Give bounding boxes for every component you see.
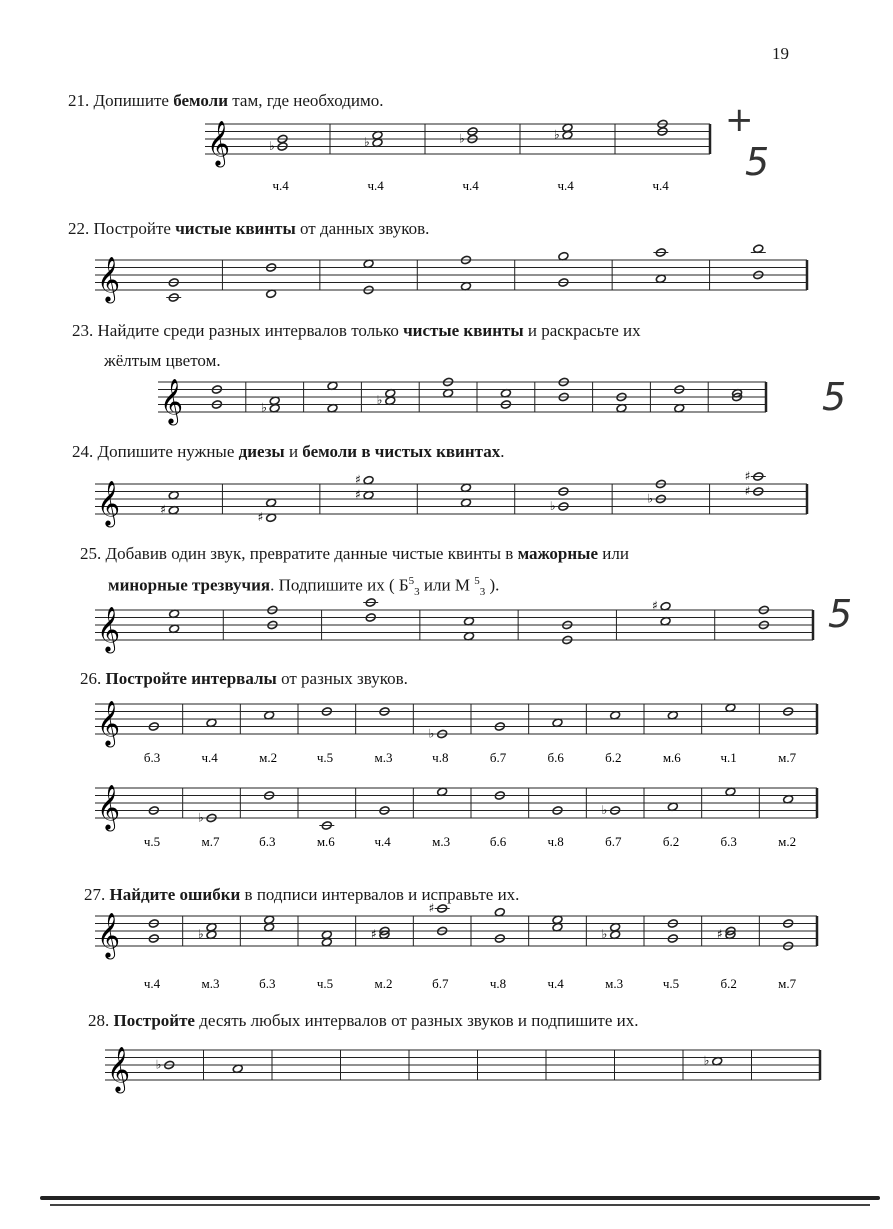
sharp-icon: ♯ <box>744 483 751 498</box>
task-number: 28. <box>88 1011 110 1030</box>
grade-23: 5 <box>822 375 847 419</box>
staff-26a <box>95 700 820 775</box>
task-number: 26. <box>80 669 102 688</box>
interval-label: ч.4 <box>143 976 161 991</box>
treble-clef: 𝄞 <box>97 701 121 746</box>
flat-icon: ♭ <box>428 726 435 741</box>
staff-23 <box>158 378 768 428</box>
interval-label: м.2 <box>778 834 797 849</box>
task-27-text <box>84 884 519 906</box>
bold-text: чистые квинты <box>403 321 524 340</box>
sharp-icon: ♯ <box>160 502 167 517</box>
sup: 5 <box>408 575 415 587</box>
staff-lines <box>95 484 807 514</box>
flat-icon: ♭ <box>376 393 383 408</box>
bottom-rule <box>40 1196 880 1200</box>
sharp-icon: ♯ <box>717 927 723 942</box>
treble-clef: 𝄞 <box>207 121 231 166</box>
flat-icon: ♭ <box>647 491 654 506</box>
sub: 3 <box>479 586 486 599</box>
text: десять любых интервалов от разных звуков и подпишите их. <box>194 1011 639 1030</box>
bold-text: бемоли в чистых квинтах <box>302 442 501 461</box>
sharp-icon: ♯ <box>371 927 377 942</box>
staff-27 <box>95 900 820 992</box>
treble-clef: 𝄞 <box>97 785 121 830</box>
text: . Подпишите их ( Б <box>270 575 409 595</box>
flat-icon: ♭ <box>198 810 204 825</box>
task-number: 21. <box>68 91 90 110</box>
interval-label: б.7 <box>605 834 622 849</box>
sub: 3 <box>414 586 420 599</box>
task-number: 22. <box>68 219 90 238</box>
sup: 5 <box>474 575 480 587</box>
task-25-text <box>80 543 800 565</box>
task-number: 23. <box>72 321 94 340</box>
interval-label: ч.8 <box>432 750 449 765</box>
flat-icon: ♭ <box>601 802 608 817</box>
interval-label: б.3 <box>259 976 276 991</box>
staff-22 <box>95 256 810 306</box>
sharp-icon: ♯ <box>744 468 751 483</box>
treble-clef: 𝄞 <box>97 481 121 526</box>
text: или <box>598 544 629 563</box>
task-23-text <box>72 320 800 342</box>
task-22-text <box>68 218 429 240</box>
interval-label: ч.4 <box>201 750 218 765</box>
text: ). <box>485 575 500 595</box>
task-number: 27. <box>84 885 106 904</box>
interval-label: ч.4 <box>272 178 289 193</box>
interval-label: ч.4 <box>462 178 479 193</box>
interval-label: м.7 <box>778 750 797 765</box>
grade-25: 5 <box>828 592 853 636</box>
interval-label: ч.4 <box>547 976 564 991</box>
interval-label: б.7 <box>489 750 507 765</box>
flat-icon: ♭ <box>269 138 275 153</box>
flat-icon: ♭ <box>601 927 608 942</box>
interval-label: м.7 <box>201 834 220 849</box>
bold-text: чистые квинты <box>175 219 296 238</box>
flat-icon: ♭ <box>459 131 465 146</box>
text: и <box>284 442 303 461</box>
flat-icon: ♭ <box>549 498 556 513</box>
task-21-text <box>68 90 384 112</box>
staff-21 <box>205 118 715 198</box>
bold-text: минорные трезвучия <box>108 575 271 595</box>
interval-label: ч.8 <box>489 976 507 991</box>
interval-label: м.3 <box>605 976 624 991</box>
interval-label: м.3 <box>374 750 393 765</box>
bold-text: диезы <box>238 442 285 461</box>
text: . <box>500 442 505 461</box>
task-28-text <box>88 1010 638 1032</box>
interval-label: ч.4 <box>652 178 669 193</box>
staff-24 <box>95 468 810 530</box>
task-24-text <box>72 441 504 463</box>
text: в подписи интервалов и исправьте их. <box>240 885 520 904</box>
interval-label: ч.1 <box>720 750 737 765</box>
interval-label: ч.4 <box>374 834 391 849</box>
flat-icon: ♭ <box>703 1053 710 1068</box>
interval-label: б.3 <box>143 750 161 765</box>
interval-label: м.3 <box>432 834 451 849</box>
staff-26b <box>95 784 820 859</box>
interval-label: б.6 <box>489 834 507 849</box>
text: Допишите <box>93 91 174 110</box>
interval-label: ч.5 <box>143 834 161 849</box>
staff-lines <box>95 260 807 290</box>
task-number: 25. <box>80 544 102 563</box>
flat-icon: ♭ <box>554 127 560 142</box>
interval-label: м.3 <box>201 976 220 991</box>
interval-label: м.6 <box>316 834 335 849</box>
staff-lines <box>105 1050 820 1080</box>
sharp-icon: ♯ <box>652 598 658 613</box>
sharp-icon: ♯ <box>355 472 361 487</box>
flat-icon: ♭ <box>198 927 204 942</box>
staff-28 <box>105 1046 823 1096</box>
text: от разных звуков. <box>276 669 408 688</box>
plus-mark: + <box>725 100 754 140</box>
interval-label: м.7 <box>778 976 797 991</box>
text: Постройте <box>93 219 176 238</box>
treble-clef: 𝄞 <box>160 379 184 424</box>
interval-label: м.6 <box>662 750 681 765</box>
sharp-icon: ♯ <box>355 487 361 502</box>
text: Добавив один звук, превратите данные чистые квинты в <box>105 544 518 563</box>
bold-text: Постройте <box>113 1011 195 1030</box>
flat-icon: ♭ <box>364 135 370 150</box>
treble-clef: 𝄞 <box>97 913 121 958</box>
task-25-line2 <box>108 570 499 603</box>
task-23-line2: жёлтым цветом. <box>104 351 221 370</box>
interval-label: б.2 <box>605 750 622 765</box>
interval-label: м.2 <box>374 976 393 991</box>
text: Допишите нужные <box>97 442 239 461</box>
staff-lines <box>95 610 813 640</box>
interval-label: б.3 <box>259 834 276 849</box>
interval-label: б.2 <box>720 976 737 991</box>
interval-label: ч.4 <box>367 178 384 193</box>
bold-text: бемоли <box>173 91 229 110</box>
interval-label: ч.5 <box>316 976 334 991</box>
sharp-icon: ♯ <box>428 900 435 915</box>
interval-label: ч.5 <box>662 976 680 991</box>
bold-text: Постройте интервалы <box>105 669 277 688</box>
interval-label: б.6 <box>547 750 564 765</box>
text: Найдите среди разных интервалов только <box>97 321 404 340</box>
task-number: 24. <box>72 442 94 461</box>
task-26-text <box>80 668 408 690</box>
text: и раскрасьте их <box>523 321 641 340</box>
treble-clef: 𝄞 <box>97 607 121 652</box>
text: там, где необходимо. <box>228 91 384 110</box>
treble-clef: 𝄞 <box>97 257 121 302</box>
interval-label: м.2 <box>259 750 278 765</box>
sharp-icon: ♯ <box>257 510 264 525</box>
bold-text: Найдите ошибки <box>109 885 241 904</box>
bold-text: мажорные <box>517 544 598 563</box>
staff-25 <box>95 598 815 656</box>
interval-label: ч.4 <box>557 178 574 193</box>
interval-label: б.3 <box>720 834 737 849</box>
bottom-rule-2 <box>50 1204 870 1206</box>
text: или М <box>419 575 475 595</box>
page-number: 19 <box>772 44 789 63</box>
interval-label: б.2 <box>662 834 680 849</box>
treble-clef: 𝄞 <box>107 1047 131 1092</box>
text: от данных звуков. <box>295 219 430 238</box>
flat-icon: ♭ <box>261 400 267 415</box>
grade-21: 5 <box>745 140 770 184</box>
flat-icon: ♭ <box>155 1057 162 1072</box>
staff-lines <box>95 704 817 734</box>
interval-label: ч.8 <box>547 834 564 849</box>
interval-label: ч.5 <box>316 750 334 765</box>
interval-label: б.7 <box>432 976 449 991</box>
